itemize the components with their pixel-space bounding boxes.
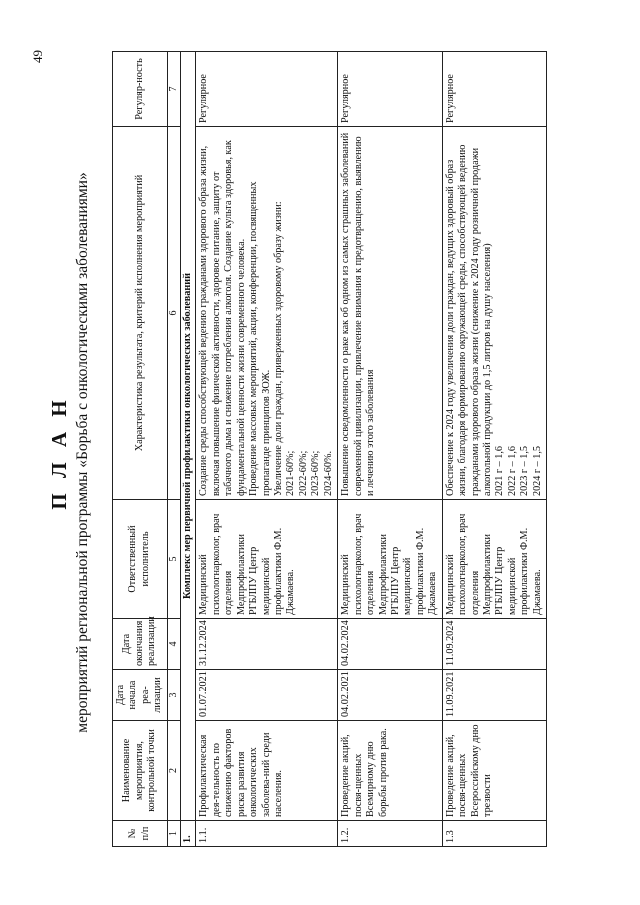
- row-responsible: Медицинский психологнарколог, врач отделения Медпрофилактики РГБЛПУ Центр медицинской профилактики Ф.М. Джамаева.: [442, 500, 547, 619]
- result-indicator: 2022-60%;: [297, 450, 309, 496]
- result-indicator: 2024-60%.: [322, 451, 334, 496]
- result-indicator: 2023-60%;: [310, 450, 322, 496]
- column-number: 7: [167, 52, 180, 127]
- document-subtitle: мероприятий региональной программы «Борьба с онкологическими заболеваниями»: [74, 172, 91, 733]
- column-number: 5: [167, 500, 180, 619]
- row-number: 1.3: [442, 821, 547, 847]
- row-end-date: 31.12.2024: [196, 619, 338, 670]
- result-paragraph: Обеспечение к 2024 году увеличения доли граждан, ведущих здоровый образ жизни, благодаря формированию окружающей среды, способствующей ведению гражданами здорового образа жизни (снижение к 2024 году розничной продажи алкогольной продукции до 1,5 литров на душу населения): [444, 144, 493, 496]
- result-paragraph: Повышение осведомленности о раке как об одном из самых страшных заболеваний современной цивилизации, привлечение внимания к предотвращению, выявлению и лечению этого заболевания: [340, 132, 377, 496]
- table-row: [442, 52, 547, 847]
- column-number-row: [167, 52, 180, 847]
- section-index: 1.: [180, 821, 195, 847]
- row-name: Проведение акций, посвя-щенных Всемирному дню борьбы против рака.: [338, 721, 443, 821]
- header-cell: Наименование мероприятия, контрольной точки: [113, 721, 168, 821]
- row-start-date: 04.02.2021: [338, 670, 443, 721]
- row-responsible: Медицинский психологнарколог, врач отделения Медпрофилактики РГБЛПУ Центр медицинской профилактики Ф.М. Джамаева: [338, 500, 443, 619]
- result-indicator: 2021 г – 1,6: [494, 445, 506, 496]
- result-indicator: 2024 г – 1,5: [531, 445, 543, 496]
- column-number: 2: [167, 721, 180, 821]
- plan-table: [112, 51, 547, 847]
- result-indicator: 2023 г – 1,5: [519, 445, 531, 496]
- row-start-date: 11.09.2021: [442, 670, 547, 721]
- result-paragraph: Создание среды способствующей ведению гражданами здорового образа жизни, включая повышение физической активности, здоровое питание, защиту от табачного дыма и снижение потребления алкоголя. Создание культа здоровья, как фундаментальной ценности жизни современного человека.: [198, 140, 247, 496]
- row-result: [338, 127, 443, 500]
- document-title: П Л А Н: [47, 395, 71, 510]
- header-cell: Регуляр-ность: [113, 52, 168, 127]
- header-cell: Характеристика результата, критерий исполнения мероприятий: [113, 127, 168, 500]
- header-cell: № п/п: [113, 821, 168, 847]
- row-name: Профилактическая дея-тельность по снижению факторов риска развития онкологических заболева-ний среди населения.: [196, 721, 338, 821]
- row-end-date: 04.02.2024: [338, 619, 443, 670]
- header-cell: Ответственный исполнитель: [113, 500, 168, 619]
- row-number: 1.1.: [196, 821, 338, 847]
- column-number: 3: [167, 670, 180, 721]
- section-row: [180, 52, 195, 847]
- row-end-date: 11.09.2024: [442, 619, 547, 670]
- table-row: [338, 52, 443, 847]
- result-paragraph: Проведение массовых мероприятий, акции, конференции, посвященных пропаганде принципов ЗОЖ.: [248, 181, 272, 496]
- row-start-date: 01.07.2021: [196, 670, 338, 721]
- row-regularity: Регулярное: [196, 52, 338, 127]
- result-paragraph: Увеличение доли граждан, приверженных здоровому образу жизни:: [273, 201, 284, 496]
- result-indicator: 2021-60%;: [285, 450, 297, 496]
- row-result: [196, 127, 338, 500]
- row-number: 1.2.: [338, 821, 443, 847]
- header-cell: Дата начала реа-лизации: [113, 670, 168, 721]
- column-number: 4: [167, 619, 180, 670]
- row-regularity: Регулярное: [338, 52, 443, 127]
- row-name: Проведение акций, посвя-щенных Всероссийскому дню трезвости: [442, 721, 547, 821]
- result-indicator: 2022 г – 1,6: [506, 445, 518, 496]
- row-regularity: Регулярное: [442, 52, 547, 127]
- table-row: [196, 52, 338, 847]
- header-row: [113, 52, 168, 847]
- section-title: Комплекс мер первичной профилактики онкологических заболеваний: [180, 52, 195, 821]
- column-number: 6: [167, 127, 180, 500]
- row-responsible: Медицинский психологнарколог, врач отделения Медпрофилактики РГБЛПУ Центр медицинской профилактики Ф.М. Джамаева.: [196, 500, 338, 619]
- page-number: 49: [30, 50, 45, 63]
- column-number: 1: [167, 821, 180, 847]
- header-cell: Дата окончания реализации: [113, 619, 168, 670]
- row-result: [442, 127, 547, 500]
